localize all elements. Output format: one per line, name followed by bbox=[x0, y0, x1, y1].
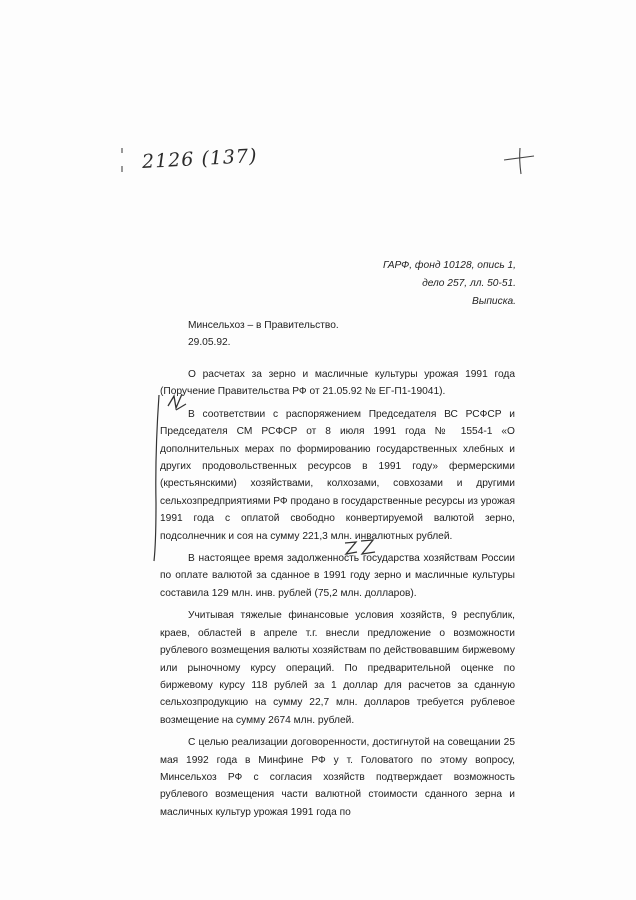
archive-ref-line1: ГАРФ, фонд 10128, опись 1, bbox=[382, 260, 516, 271]
archive-reference bbox=[383, 257, 516, 311]
from-to-line: Минсельхоз – в Правительство. bbox=[188, 320, 339, 331]
cross-mark bbox=[502, 146, 536, 176]
paragraph-2: В настоящее время задолженность государства хозяйствам России по оплате валютой за сданное в 1991 году зерно и масличные культуры составила 129 млн. инв. рублей (75,2 млн. долларов). bbox=[160, 553, 515, 599]
tick-mark bbox=[121, 148, 123, 172]
document-header bbox=[188, 317, 339, 351]
paragraph-4: С целью реализации договоренности, достигнутой на совещании 25 мая 1992 года в Минфине РФ у т. Головатого по этому вопросу, Минсельхоз РФ с согласия хозяйств подтверждает возможность рублевого возмещения части валютной стоимости сданного зерна и масличных культур урожая 1991 года по bbox=[160, 737, 515, 818]
paragraph-1: В соответствии с распоряжением Председателя ВС РСФСР и Председателя СМ РСФСР от 8 июля 1991 года № 1554-1 «О дополнительных мерах по формированию государственных хлебных и других продовольственных ресурсов в 1991 году» фермерскими (крестьянскими) хозяйствами, колхозами, совхозами и другими сельхозпредприятиями РФ продано в государственные ресурсы из урожая 1991 года с оплатой свободно конвертируемой валютой зерно, подсолнечник и соя на сумму 221,3 млн. инвалютных рублей. bbox=[160, 408, 515, 542]
handwritten-doc-number: 2126 (137) bbox=[141, 144, 258, 174]
zz-mark bbox=[343, 537, 377, 557]
archive-ref-line2: дело 257, лл. 50-51. bbox=[422, 278, 516, 289]
paragraph-subject: О расчетах за зерно и масличные культуры урожая 1991 года (Поручение Правительства РФ от 21.05.92 № ЕГ-П1-19041). bbox=[160, 369, 515, 398]
paragraph-3: Учитывая тяжелые финансовые условия хозяйств, 9 республик, краев, областей в апреле т.г. внесли предложение о возможности рублевого возмещения валюты хозяйствам по действовавшим биржевому или рыночному курсу операций. По предварительной оценке по биржевому курсу 118 рублей за 1 доллар для расчетов за сданную сельхозпродукцию на сумму 22,7 млн. долларов требуется рублевое возмещение на сумму 2674 млн. рублей. bbox=[160, 610, 515, 726]
document-body bbox=[160, 366, 515, 826]
document-date: 29.05.92. bbox=[188, 337, 231, 348]
archive-ref-line3: Выписка. bbox=[472, 296, 516, 307]
